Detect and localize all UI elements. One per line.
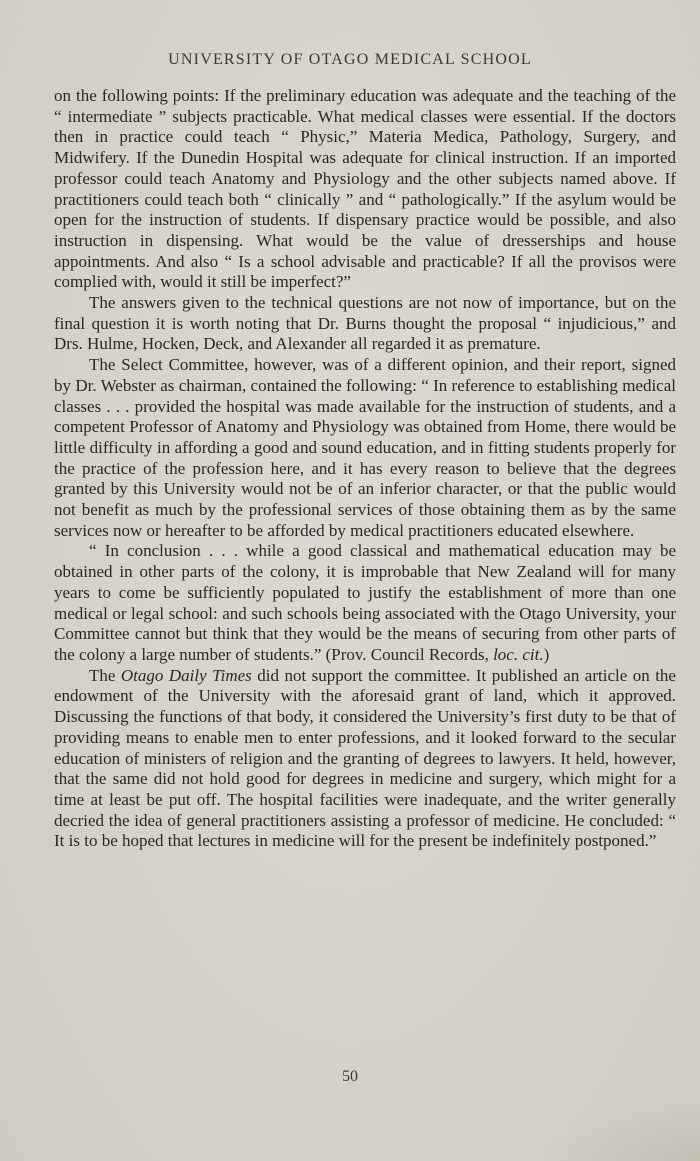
text-run: The <box>89 665 121 685</box>
italic-text-run: loc. cit. <box>493 644 544 664</box>
paragraph: The answers given to the technical questions are not now of importance, but on the final question it is worth noting that Dr. Burns thought the proposal “ injudicious,” and Drs. Hulme, Hocken, Deck, and Alexander all regarded it as premature. <box>54 293 676 354</box>
body-text <box>54 86 676 852</box>
paragraph: on the following points: If the preliminary education was adequate and the teaching of the “ intermediate ” subjects practicable. What medical classes were essential. If the doctors then in practice could teach “ Physic,” Materia Medica, Pathology, Surgery, and Midwifery. If the Dunedin Hospital was adequate for clinical instruction. If an imported professor could teach Anatomy and Physiology and the other subjects named above. If practitioners could teach both “ clinically ” and “ pathologically.” If the asylum would be open for the instruction of students. If dispensary practice would be possible, and also instruction in dispensing. What would be the value of dresserships and house appointments. And also “ Is a school advisable and practicable? If all the provisos were complied with, would it still be imperfect?” <box>54 86 676 292</box>
paragraph <box>54 541 676 665</box>
paper-stain <box>540 1101 700 1161</box>
paragraph: The Select Committee, however, was of a different opinion, and their report, signed by Dr. Webster as chairman, contained the following: “ In reference to establishing medical classes . . . provided the hospital was made available for the instruction of students, and a competent Professor of Anatomy and Physiology was obtained from Home, there would be little difficulty in affording a good and sound education, and in fitting students properly for the practice of the profession here, and it has every reason to believe that the degrees granted by this University would not be of an inferior character, or that the public would not benefit as much by the professional services of those obtaining them as by the same services now or hereafter to be afforded by medical practitioners educated elsewhere. <box>54 355 676 540</box>
page-number: 50 <box>342 1068 358 1085</box>
text-run: “ In conclusion . . . while a good classical and mathematical education may be obtained in other parts of the colony, it is improbable that New Zealand will for many years to come be sufficiently populated to justify the establishment of more than one medical or legal school: and such schools being associated with the Otago University, your Committee cannot but think that they would be the means of securing from other parts of the colony a large number of students.” (Prov. Council Records, <box>54 541 676 664</box>
text-run: ) <box>543 644 550 664</box>
running-head: UNIVERSITY OF OTAGO MEDICAL SCHOOL <box>168 51 532 68</box>
italic-text-run: Otago Daily Times <box>120 665 252 685</box>
text-run: did not support the committee. It published an article on the endowment of the University with the aforesaid grant of land, which it approved. Discussing the functions of that body, it considered the University’s first duty to be that of providing means to enable men to enter professions, and it looked forward to the secular education of ministers of religion and the granting of degrees to lawyers. It held, however, that the same did not hold good for degrees in medicine and surgery, which might for a time at least be put off. The hospital facilities were inadequate, and the writer generally decried the idea of general practitioners assisting a professor of medicine. He concluded: “ It is to be hoped that lectures in medicine will for the present be indefinitely postponed.” <box>54 665 676 851</box>
paragraph <box>54 666 676 852</box>
